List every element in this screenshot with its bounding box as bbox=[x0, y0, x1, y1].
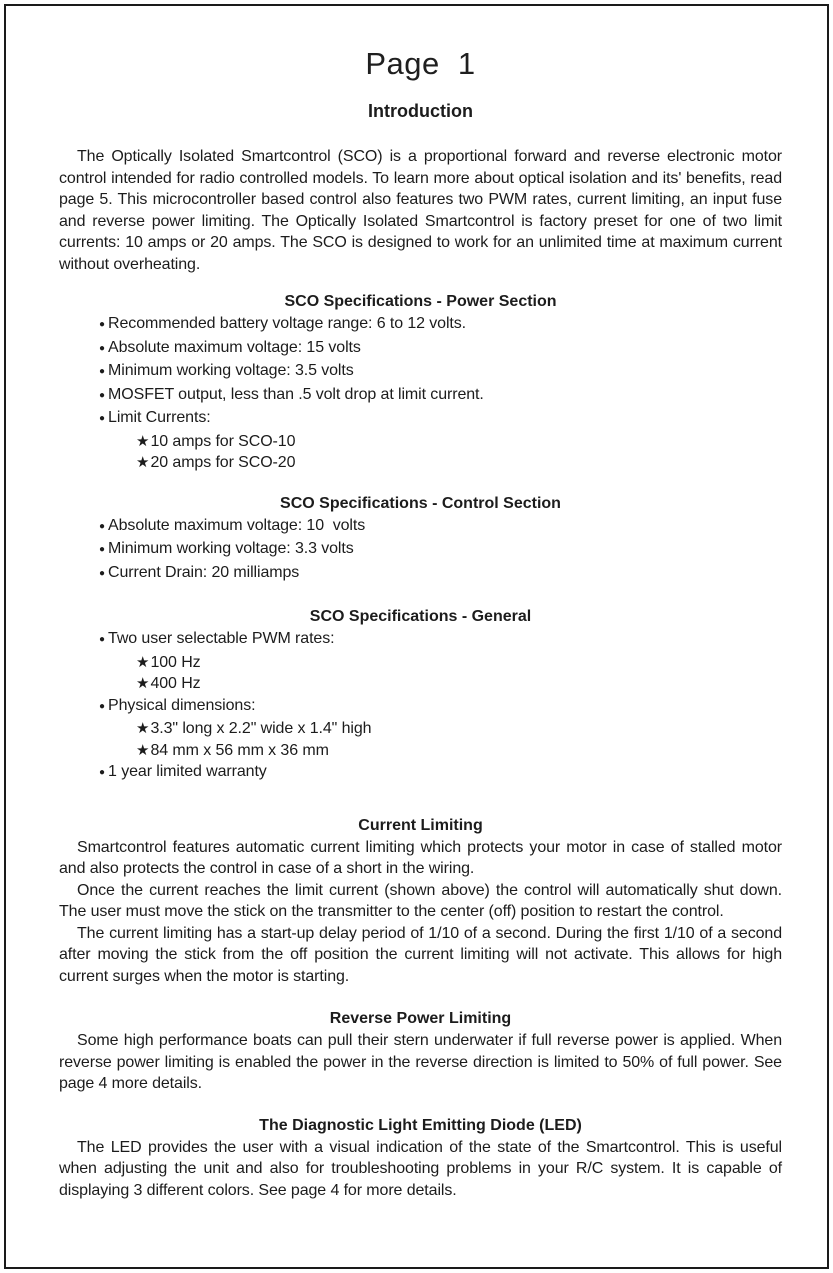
list-item-text: Physical dimensions: bbox=[108, 696, 256, 714]
bullet-icon: ● bbox=[99, 413, 106, 424]
list-item-text: 400 Hz bbox=[150, 675, 201, 692]
bullet-icon: ● bbox=[99, 567, 106, 579]
section-heading-reverse-power: Reverse Power Limiting bbox=[329, 1010, 512, 1027]
list-item-text: 1 year limited warranty bbox=[108, 763, 267, 780]
section-heading-control: SCO Specifications - Control Section bbox=[280, 494, 561, 512]
list-item-text: 3.3" long x 2.2" wide x 1.4" high bbox=[150, 720, 372, 737]
star-icon: ★ bbox=[136, 720, 150, 737]
list-item bbox=[59, 360, 782, 384]
list-item-text: 100 Hz bbox=[150, 653, 201, 671]
star-icon: ★ bbox=[136, 653, 150, 671]
page-content bbox=[59, 46, 782, 1201]
list-item-text: Minimum working voltage: 3.5 volts bbox=[108, 362, 354, 379]
list-item bbox=[59, 452, 782, 474]
paragraph: Once the current reaches the limit current (shown above) the control will automatically shut down. The user must move the stick on the transmitter to the center (off) position to restart the control. bbox=[59, 881, 782, 920]
list-item bbox=[59, 313, 782, 337]
general-spec-list bbox=[59, 628, 782, 785]
list-item-text: Limit Currents: bbox=[108, 409, 211, 426]
bullet-icon: ● bbox=[99, 389, 106, 401]
list-item bbox=[59, 538, 782, 562]
intro-heading: Introduction bbox=[368, 101, 473, 121]
list-item bbox=[59, 628, 782, 652]
list-item bbox=[59, 431, 782, 453]
list-item bbox=[59, 562, 782, 586]
section-heading-general: SCO Specifications - General bbox=[309, 608, 532, 625]
list-item-text: Recommended battery voltage range: 6 to 12 volts. bbox=[108, 315, 467, 332]
paragraph: Smartcontrol features automatic current limiting which protects your motor in case of stalled motor and also protects the control in case of a short in the wiring. bbox=[59, 838, 782, 877]
list-item bbox=[59, 695, 782, 719]
section-heading-led: The Diagnostic Light Emitting Diode (LED) bbox=[259, 1116, 582, 1134]
list-item-text: Minimum working voltage: 3.3 volts bbox=[108, 540, 354, 557]
list-item bbox=[59, 718, 782, 740]
list-item-text: 10 amps for SCO-10 bbox=[150, 432, 296, 450]
list-item-text: 84 mm x 56 mm x 36 mm bbox=[150, 741, 329, 759]
star-icon: ★ bbox=[136, 432, 150, 450]
list-item bbox=[59, 515, 782, 539]
list-item-text: Absolute maximum voltage: 15 volts bbox=[108, 338, 361, 356]
list-item bbox=[59, 761, 782, 785]
power-spec-list bbox=[59, 313, 782, 474]
paragraph: Some high performance boats can pull their stern underwater if full reverse power is applied. When reverse power limiting is enabled the power in the reverse direction is limited to 50% of full power. See page 4 more details. bbox=[59, 1032, 782, 1092]
paragraph: The LED provides the user with a visual indication of the state of the Smartcontrol. This is useful when adjusting the unit and also for troubleshooting problems in your R/C system. It is capable of displaying 3 different colors. See page 4 for more details. bbox=[59, 1138, 782, 1199]
control-spec-list bbox=[59, 515, 782, 586]
bullet-icon: ● bbox=[99, 700, 106, 712]
list-item-text: Current Drain: 20 milliamps bbox=[108, 563, 300, 581]
list-item-text: MOSFET output, less than .5 volt drop at limit current. bbox=[108, 385, 484, 403]
bullet-icon: ● bbox=[99, 544, 106, 555]
star-icon: ★ bbox=[136, 741, 150, 759]
bullet-icon: ● bbox=[99, 319, 106, 330]
bullet-icon: ● bbox=[99, 520, 106, 532]
list-item bbox=[59, 384, 782, 408]
list-item bbox=[59, 673, 782, 695]
star-icon: ★ bbox=[136, 454, 150, 471]
list-item bbox=[59, 652, 782, 674]
page-title: Page 1 bbox=[365, 46, 476, 81]
paragraph: The current limiting has a start-up delay period of 1/10 of a second. During the first 1/10 of a second after moving the stick from the off position the current limiting will not activate. This allows for high current surges when the motor is starting. bbox=[59, 924, 782, 985]
list-item-text: Two user selectable PWM rates: bbox=[108, 630, 335, 647]
list-item bbox=[59, 337, 782, 361]
star-icon: ★ bbox=[136, 675, 150, 692]
list-item bbox=[59, 407, 782, 431]
bullet-icon: ● bbox=[99, 342, 106, 354]
list-item-text: Absolute maximum voltage: 10 volts bbox=[108, 516, 366, 534]
section-heading-current-limiting: Current Limiting bbox=[358, 816, 483, 834]
list-item bbox=[59, 740, 782, 762]
list-item-text: 20 amps for SCO-20 bbox=[150, 454, 296, 471]
bullet-icon: ● bbox=[99, 767, 106, 778]
intro-paragraph: The Optically Isolated Smartcontrol (SCO) is a proportional forward and reverse electronic motor control intended for radio controlled models. To learn more about optical isolation and its' benefits, read page 5. This microcontroller based control also features two PWM rates, current limiting, an input fuse and reverse power limiting. The Optically Isolated Smartcontrol is factory preset for one of two limit currents: 10 amps or 20 amps. The SCO is designed to work for an unlimited time at maximum current without overheating. bbox=[59, 148, 782, 273]
bullet-icon: ● bbox=[99, 634, 106, 645]
bullet-icon: ● bbox=[99, 366, 106, 377]
section-heading-power: SCO Specifications - Power Section bbox=[284, 293, 557, 310]
